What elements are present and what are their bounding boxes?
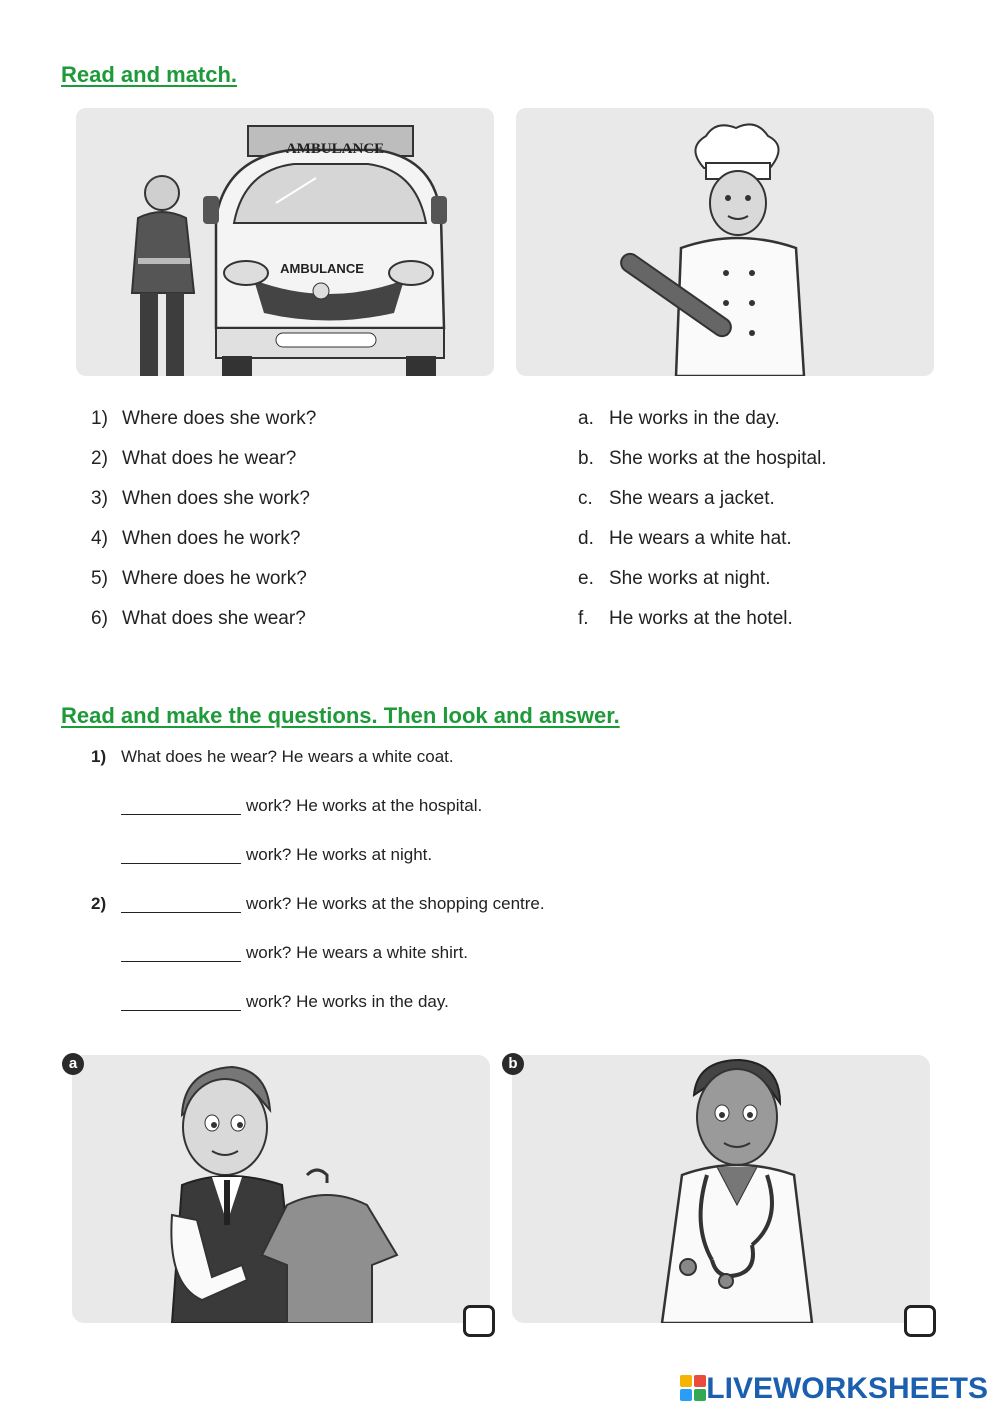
answer-blank[interactable] [121,843,241,864]
exercise-number [91,794,121,843]
ambulance-roof-label: AMBULANCE [285,141,385,157]
answers-list [578,407,978,647]
exercise-row [91,990,891,1039]
list-item [91,447,531,487]
answer-letter: f. [578,608,589,629]
exercise-text: What does he wear? He wears a white coat. [121,747,454,766]
questions-list [91,407,531,647]
list-item[interactable] [578,567,978,607]
exercise-number [91,941,121,990]
list-item [91,527,531,567]
exercise-number: 2) [91,894,107,913]
question-text: When does he work? [122,528,301,549]
list-item [91,567,531,607]
doctor-picture [512,1055,930,1323]
answer-text: She works at the hospital. [609,448,827,469]
liveworksheets-logo[interactable] [680,1372,988,1406]
ambulance-hood-label: AMBULANCE [280,261,364,276]
answer-text: He works in the day. [609,408,780,429]
label-badge-b: b [502,1053,524,1075]
answer-checkbox-b[interactable] [904,1305,936,1337]
list-item[interactable] [578,487,978,527]
exercise-text: work? He works in the day. [246,992,449,1011]
exercise-row [91,745,891,794]
exercise-row [91,941,891,990]
question-number: 3) [91,488,108,509]
list-item[interactable] [578,527,978,567]
answer-blank[interactable] [121,990,241,1011]
answer-letter: b. [578,448,594,469]
shop-assistant-picture [72,1055,490,1323]
answer-text: He wears a white hat. [609,528,792,549]
answer-text: He works at the hotel. [609,608,793,629]
shop-assistant-illustration [72,1055,490,1323]
question-text: Where does he work? [122,568,307,589]
answer-text: She works at night. [609,568,771,589]
question-exercise [91,745,891,1039]
exercise-text: work? He works at the shopping centre. [246,894,545,913]
exercise-row [91,843,891,892]
exercise-number [91,990,121,1039]
answer-letter: d. [578,528,594,549]
question-number: 6) [91,608,108,629]
answer-blank[interactable] [121,794,241,815]
section-heading-questions: Read and make the questions. Then look and answer. [61,703,620,728]
answer-text: She wears a jacket. [609,488,775,509]
question-text: When does she work? [122,488,310,509]
answer-blank[interactable] [121,892,241,913]
question-number: 4) [91,528,108,549]
question-number: 1) [91,408,108,429]
paramedic-ambulance-picture [76,108,494,376]
exercise-number: 1) [91,747,107,766]
doctor-illustration [512,1055,930,1323]
chef-picture [516,108,934,376]
question-text: What does she wear? [122,608,306,629]
exercise-text: work? He wears a white shirt. [246,943,469,962]
question-text: Where does she work? [122,408,317,429]
list-item[interactable] [578,447,978,487]
list-item[interactable] [578,407,978,447]
answer-letter: e. [578,568,594,589]
liveworksheets-logo-icon [680,1375,706,1403]
exercise-text: work? He works at the hospital. [246,796,483,815]
section-heading-match: Read and match. [61,62,238,87]
question-text: What does he wear? [122,448,297,469]
question-number: 5) [91,568,108,589]
exercise-row [91,794,891,843]
list-item[interactable] [578,607,978,647]
exercise-text: work? He works at night. [246,845,433,864]
answer-letter: a. [578,408,594,429]
answer-checkbox-a[interactable] [463,1305,495,1337]
chef-illustration [516,108,934,376]
list-item [91,487,531,527]
answer-blank[interactable] [121,941,241,962]
list-item [91,407,531,447]
list-item [91,607,531,647]
question-number: 2) [91,448,108,469]
exercise-number [91,843,121,892]
liveworksheets-logo-text: LIVEWORKSHEETS [706,1372,988,1405]
label-badge-a: a [62,1053,84,1075]
exercise-row [91,892,891,941]
ambulance-illustration [76,108,494,376]
answer-letter: c. [578,488,593,509]
